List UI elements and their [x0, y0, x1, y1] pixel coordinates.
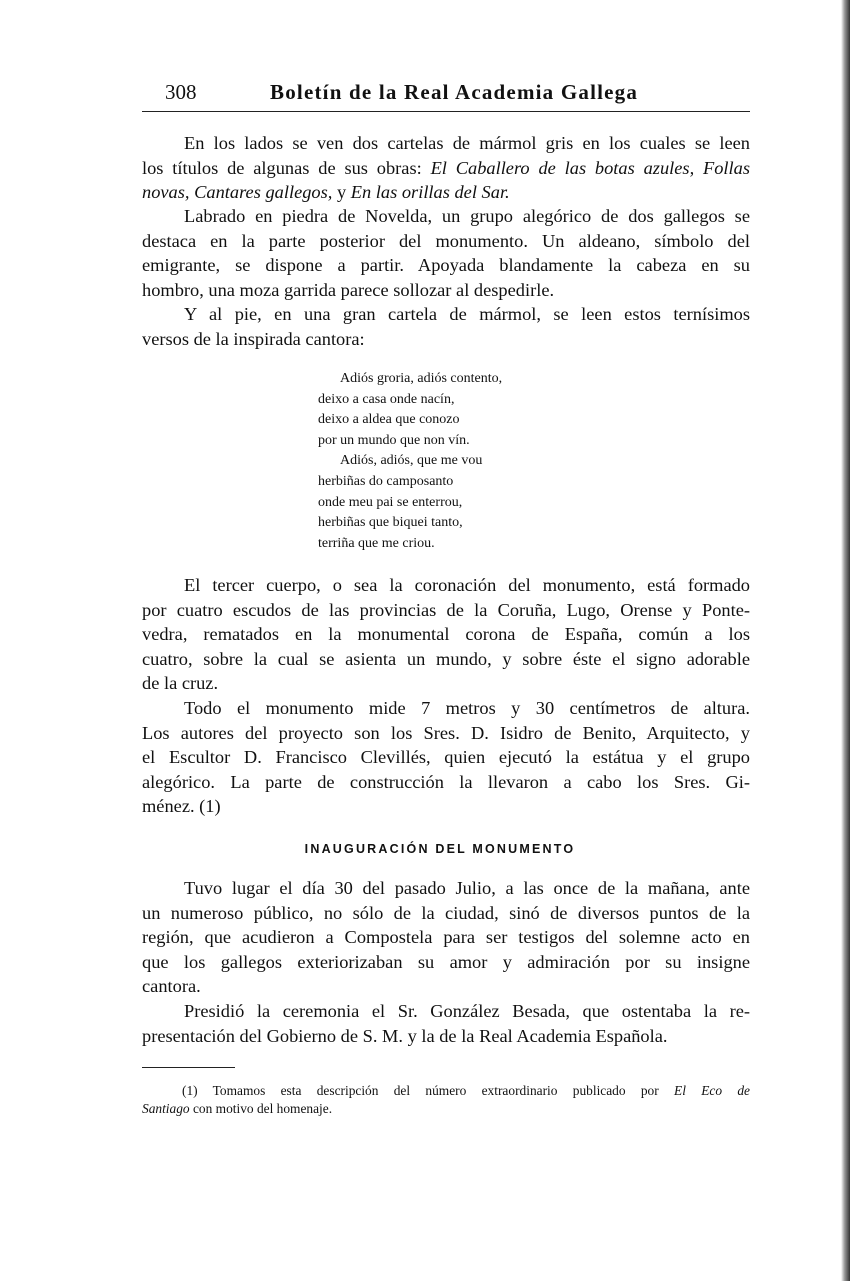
text-span: con motivo del homenaje.	[189, 1100, 333, 1116]
text-span: cuatro, sobre la cual se asienta un mundo, y sobre éste el signo adorable	[142, 648, 750, 669]
text-span: cantora.	[142, 976, 201, 996]
text-line	[142, 794, 750, 819]
poem-line: terriña que me criou.	[318, 535, 435, 551]
text-line	[142, 622, 750, 647]
italic-title: En las orillas del Sar.	[350, 182, 510, 202]
text-line	[142, 573, 750, 598]
page-number: 308	[165, 80, 197, 104]
poem-line: herbiñas do camposanto	[318, 473, 454, 489]
text-span: por cuatro escudos de las provincias de la Coruña, Lugo, Orense y Ponte-	[142, 599, 750, 620]
text-line	[142, 696, 750, 721]
text-span: destaca en la parte posterior del monumento. Un aldeano, símbolo del	[142, 230, 750, 251]
paragraph	[142, 573, 750, 696]
text-span: Tuvo lugar el día 30 del pasado Julio, a las once de la mañana, ante	[184, 878, 750, 898]
paragraph	[142, 204, 750, 302]
poem-line: onde meu pai se enterrou,	[318, 494, 463, 510]
text-line	[142, 131, 750, 156]
poem-line: herbiñas que biquei tanto,	[318, 515, 463, 531]
text-line	[142, 671, 750, 696]
text-line	[142, 647, 750, 672]
text-span: versos de la inspirada cantora:	[142, 328, 365, 349]
page-edge-shadow	[841, 0, 850, 1281]
poem-line: deixo a aldea que conozo	[318, 412, 460, 428]
text-span: presentación del Gobierno de S. M. y la de la Real Academia Española.	[142, 1025, 668, 1046]
paragraph	[142, 876, 750, 999]
poem-line: deixo a casa onde nacín,	[318, 391, 455, 407]
text-line	[142, 925, 750, 950]
text-line	[142, 950, 750, 975]
text-span: (1) Tomamos esta descripción del número extraordinario publicado por	[182, 1083, 675, 1098]
italic-title: El Eco de	[674, 1083, 750, 1098]
text-span: vedra, rematados en la monumental corona de España, común a los	[142, 624, 750, 644]
text-line	[142, 974, 750, 999]
text-line	[142, 876, 750, 901]
text-line	[142, 770, 750, 795]
text-span: de la cruz.	[142, 673, 219, 693]
text-span: ménez. (1)	[142, 796, 221, 816]
poem-line: Adiós groria, adiós contento,	[340, 371, 503, 386]
poem-line: Adiós, adiós, que me vou	[340, 453, 483, 469]
text-line	[142, 901, 750, 926]
text-line	[142, 302, 750, 327]
text-line	[142, 156, 750, 181]
text-span: Presidió la ceremonia el Sr. González Besada, que ostentaba la re-	[184, 1001, 750, 1021]
text-span: el Escultor D. Francisco Clevillés, quien ejecutó la estátua y el grupo	[142, 747, 750, 767]
text-line	[142, 1082, 750, 1100]
text-line	[142, 327, 750, 352]
text-span: hombro, una moza garrida parece sollozar al despedirle.	[142, 279, 555, 300]
text-span: que los gallegos exteriorizaban su amor y admiración por su insigne	[142, 951, 750, 972]
poem	[318, 369, 502, 554]
paragraph	[142, 131, 750, 205]
text-line	[142, 253, 750, 278]
text-line	[142, 598, 750, 623]
running-title: Boletín de la Real Academia Gallega	[270, 80, 639, 104]
text-line	[142, 1024, 750, 1049]
text-span: Y al pie, en una gran cartela de mármol, se leen estos ternísimos	[184, 304, 750, 324]
text-line	[142, 721, 750, 746]
poem-line: por un mundo que non vín.	[318, 432, 470, 448]
section-heading: INAUGURACIÓN DEL MONUMENTO	[304, 842, 576, 856]
text-span: los títulos de algunas de sus obras:	[142, 157, 431, 178]
text-line	[142, 278, 750, 303]
italic-title: Santiago	[142, 1100, 190, 1116]
text-span: un numeroso público, no sólo de la ciudad, sinó de diversos puntos de la	[142, 902, 750, 923]
text-line	[142, 204, 750, 229]
text-span: En los lados se ven dos cartelas de mármol gris en los cuales se leen	[184, 133, 750, 153]
italic-title: El Caballero de las botas azules, Follas	[430, 157, 750, 178]
text-line	[142, 999, 750, 1024]
footnote	[142, 1082, 750, 1117]
paragraph	[142, 999, 750, 1048]
footnote-rule	[142, 1067, 235, 1068]
text-span: alegórico. La parte de construcción la llevaron a cabo los Sres. Gi-	[142, 771, 750, 792]
italic-title: novas, Cantares gallegos,	[142, 182, 333, 202]
text-line	[142, 745, 750, 770]
text-line	[142, 180, 750, 205]
text-span: Todo el monumento mide 7 metros y 30 centímetros de altura.	[184, 698, 750, 718]
text-span: El tercer cuerpo, o sea la coronación del monumento, está formado	[184, 575, 750, 595]
text-line	[142, 1100, 750, 1118]
header-rule	[142, 111, 750, 112]
text-line	[142, 229, 750, 254]
paragraph	[142, 696, 750, 819]
text-span: Los autores del proyecto son los Sres. D. Isidro de Benito, Arquitecto, y	[142, 722, 750, 743]
paragraph	[142, 302, 750, 351]
text-span: emigrante, se dispone a partir. Apoyada blandamente la cabeza en su	[142, 255, 750, 275]
text-span: Labrado en piedra de Novelda, un grupo alegórico de dos gallegos se	[184, 206, 750, 226]
text-span: región, que acudieron a Compostela para ser testigos del solemne acto en	[142, 927, 750, 947]
text-span: y	[332, 182, 351, 202]
